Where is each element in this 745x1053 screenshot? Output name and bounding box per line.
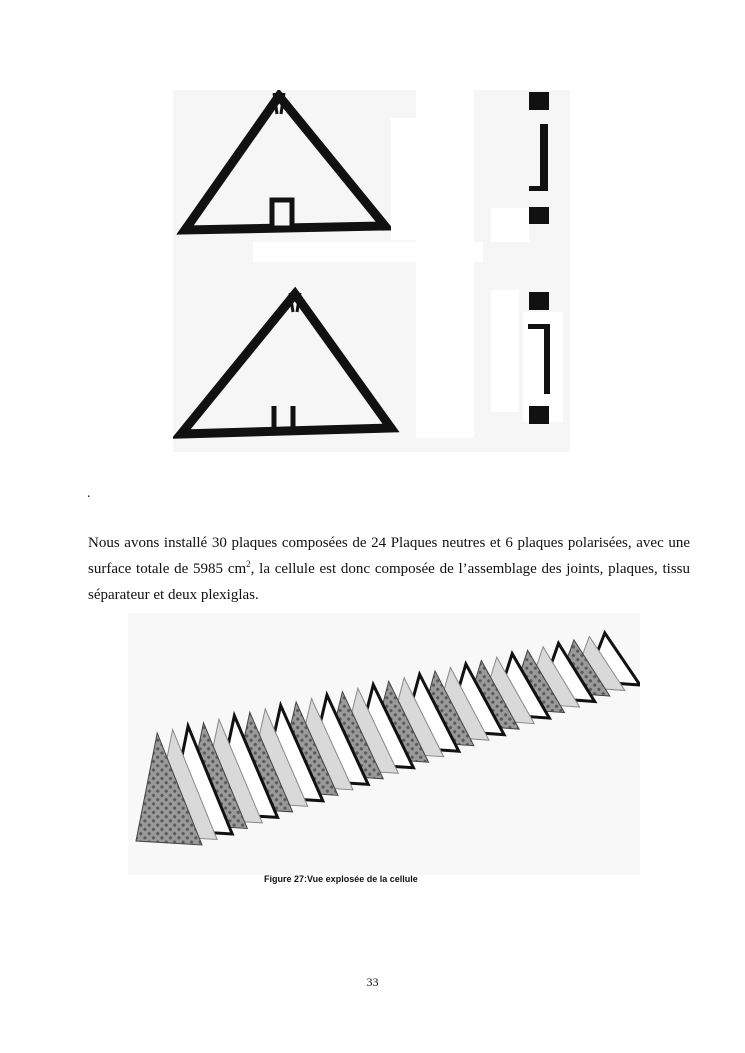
- paragraph-text-part1: Nous avons installé 30 plaques composées de 24 Plaques neutres et 6 plaques polarisées, avec une surface totale de 5985 cm: [88, 535, 690, 577]
- exploded-view-svg: [128, 613, 640, 875]
- joint-drawings-figure: [173, 90, 570, 452]
- triangle-joint-top: [185, 93, 385, 230]
- paragraph-text-part2: , la cellule est donc composée de l’assemblage des joints, plaques, tissu séparateur et deux plexiglas.: [88, 561, 690, 603]
- page-number: 33: [366, 975, 379, 989]
- body-paragraph: [88, 530, 690, 608]
- exploded-view-figure: [128, 613, 640, 875]
- profile-view-bottom: [523, 292, 563, 424]
- stray-mark: .: [87, 486, 91, 501]
- superscript: 2: [246, 559, 251, 569]
- profile-view-top: [529, 92, 549, 224]
- joint-drawings-svg: [173, 90, 570, 452]
- figure-caption: Figure 27:Vue explosée de la cellule: [264, 874, 418, 884]
- triangle-joint-bottom: [181, 293, 391, 434]
